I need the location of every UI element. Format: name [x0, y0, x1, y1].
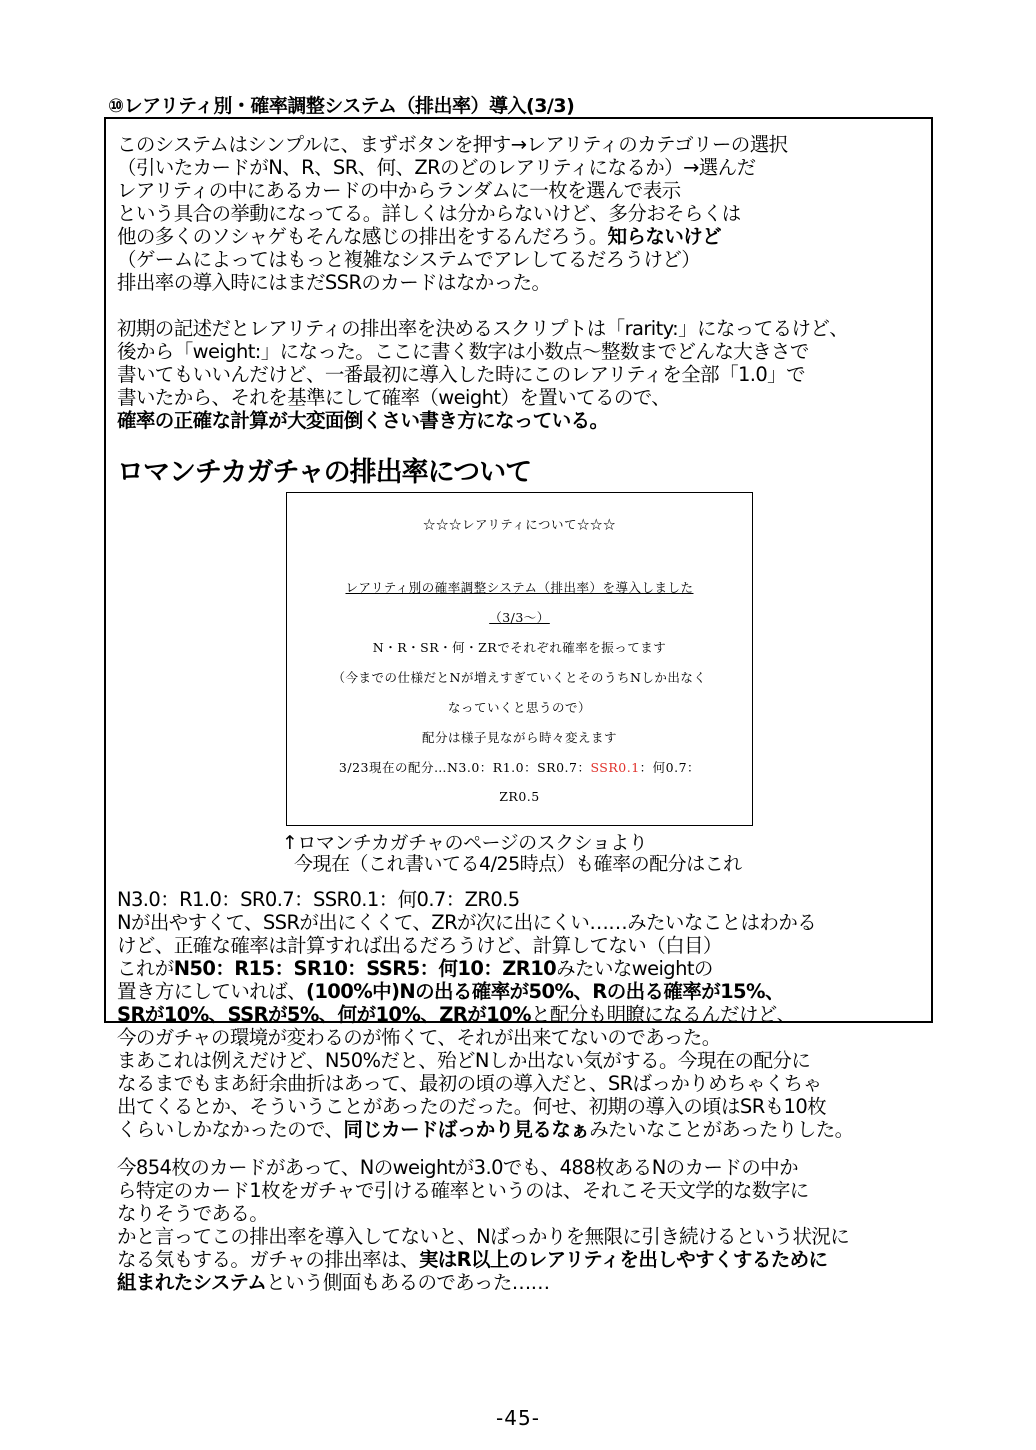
text-line — [117, 1003, 932, 1026]
screenshot-line: （今までの仕様だとNが増えすぎていくとそのうちNしか出なく — [332, 670, 707, 685]
bold-text: 組まれたシステム — [117, 1271, 267, 1294]
screenshot-heading: ☆☆☆レアリティについて☆☆☆ — [422, 517, 616, 532]
text-line — [117, 957, 932, 980]
page-number: -45- — [496, 1406, 540, 1430]
text-span: くらいしかなかったので、 — [117, 1118, 344, 1141]
screenshot-line: なっていくと思うので） — [447, 700, 591, 715]
paragraph-system-description — [117, 133, 932, 294]
screenshot-line: ZR0.5 — [499, 789, 540, 804]
screenshot-line — [287, 608, 752, 626]
text-line — [117, 225, 932, 248]
screenshot-line: 配分は様子見ながら時々変えます — [421, 730, 617, 745]
paragraph-weight-script — [117, 317, 932, 432]
text-line: なりそうである。 — [117, 1202, 269, 1225]
text-line: という具合の挙動になってる。詳しくは分からないけど、多分おそらくは — [117, 202, 741, 225]
text-span: みたいなweightの — [556, 957, 713, 980]
text-line: N3.0：R1.0：SR0.7：SSR0.1：何0.7：ZR0.5 — [117, 888, 520, 911]
text-span: なる気もする。ガチャの排出率は、 — [117, 1248, 419, 1271]
text-line: （ゲームによってはもっと複雑なシステムでアレしてるだろうけど） — [117, 248, 701, 271]
text-line: （引いたカードがN、R、SR、何、ZRのどのレアリティになるか）→選んだ — [117, 156, 756, 179]
bold-text: SRが10%、SSRが5%、何が10%、ZRが10% — [117, 1003, 531, 1026]
red-text: SSR0.1 — [590, 760, 640, 775]
text-span: 他の多くのソシャゲもそんな感じの排出をするんだろう。 — [117, 225, 608, 248]
text-line: 排出率の導入時にはまだSSRのカードはなかった。 — [117, 271, 551, 294]
bold-text: 同じカードばっかり見るなぁ — [343, 1118, 590, 1141]
bold-text: 知らないけど — [607, 225, 722, 248]
caption-line — [282, 832, 647, 855]
text-span: という側面もあるのであった…… — [266, 1271, 550, 1294]
text-line: Nが出やすくて、SSRが出にくくて、ZRが次に出にくい……みたいなことはわかる — [117, 911, 817, 934]
text-line — [117, 1118, 932, 1141]
gacha-page-screenshot — [286, 492, 753, 826]
text-line: なるまでもまあ紆余曲折はあって、最初の頃の導入だと、SRばっかりめちゃくちゃ — [117, 1072, 822, 1095]
text-line: 初期の記述だとレアリティの排出率を決めるスクリプトは「rarity:」になってるけど、 — [117, 317, 849, 340]
screenshot-date: （3/3〜） — [489, 610, 550, 625]
text-line: 書いたから、それを基準にして確率（weight）を置いてるので、 — [117, 386, 671, 409]
bold-text: (100%中)Nの出る確率が50%、Rの出る確率が15%、 — [306, 980, 784, 1003]
text-span: 置き方にしていれば、 — [117, 980, 307, 1003]
text-line: まあこれは例えだけど、N50%だと、殆どNしか出ない気がする。今現在の配分に — [117, 1049, 811, 1072]
text-line — [117, 1248, 932, 1271]
text-line: 書いてもいいんだけど、一番最初に導入した時にこのレアリティを全部「1.0」で — [117, 363, 805, 386]
text-line: 後から「weight:」になった。ここに書く数字は小数点〜整数までどんな大きさで — [117, 340, 809, 363]
caption-line: 今現在（これ書いてる4/25時点）も確率の配分はこれ — [294, 853, 742, 875]
text-line: かと言ってこの排出率を導入してないと、Nばっかりを無限に引き続けるという状況に — [117, 1225, 850, 1248]
text-line: 今のガチャの環境が変わるのが怖くて、それが出来てないのであった。 — [117, 1026, 721, 1049]
text-span: 3/23現在の配分…N3.0：R1.0：SR0.7： — [338, 760, 591, 775]
screenshot-line — [287, 758, 752, 776]
text-span: これが — [117, 957, 174, 980]
bold-text: N50：R15：SR10：SSR5：何10：ZR10 — [173, 957, 557, 980]
text-span: ロマンチカガチャのページのスクショより — [297, 832, 648, 854]
screenshot-announcement: レアリティ別の確率調整システム（排出率）を導入しました — [345, 580, 694, 595]
screenshot-line — [287, 578, 752, 596]
bold-text: 実はR以上のレアリティを出しやすくするために — [418, 1248, 828, 1271]
text-line: 今854枚のカードがあって、Nのweightが3.0でも、488枚あるNのカードの中か — [117, 1156, 798, 1179]
text-line: 出てくるとか、そういうことがあったのだった。何せ、初期の導入の頃はSRも10枚 — [117, 1095, 827, 1118]
text-span: ：何0.7： — [639, 760, 701, 775]
paragraph-current-rates — [117, 888, 932, 1141]
text-span: みたいなことがあったりした。 — [589, 1118, 854, 1141]
up-arrow-icon: ↑ — [282, 832, 298, 854]
text-line — [117, 980, 932, 1003]
text-line — [117, 1271, 932, 1294]
paragraph-probability-thoughts — [117, 1156, 932, 1294]
bold-text-line: 確率の正確な計算が大変面倒くさい書き方になっている。 — [117, 409, 609, 432]
page-header: ⑩レアリティ別・確率調整システム（排出率）導入(3/3) — [108, 95, 575, 117]
text-line: レアリティの中にあるカードの中からランダムに一枚を選んで表示 — [117, 179, 681, 202]
screenshot-line: N・R・SR・何・ZRでそれぞれ確率を振ってます — [372, 640, 667, 655]
text-span: と配分も明瞭になるんだけど、 — [530, 1003, 796, 1026]
text-line: けど、正確な確率は計算すれば出るだろうけど、計算してない（白目） — [117, 934, 722, 957]
text-line: このシステムはシンプルに、まずボタンを押す→レアリティのカテゴリーの選択 — [117, 133, 788, 156]
section-title: ロマンチカガチャの排出率について — [117, 457, 532, 488]
text-line: ら特定のカード1枚をガチャで引ける確率というのは、それこそ天文学的な数字に — [117, 1179, 809, 1202]
